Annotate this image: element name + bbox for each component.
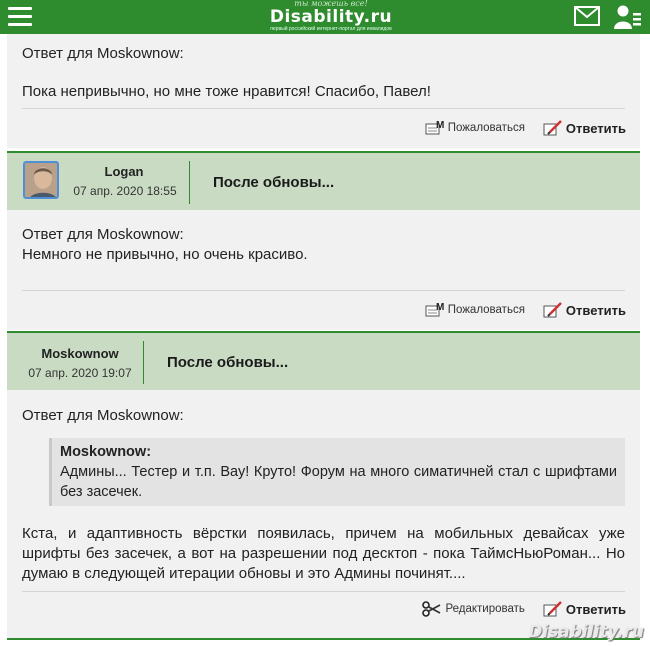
- reply-pen-icon: [543, 120, 563, 136]
- divider: [22, 108, 625, 109]
- reply-button[interactable]: [543, 601, 626, 617]
- reply-button[interactable]: [543, 302, 626, 318]
- mail-icon[interactable]: [574, 6, 600, 26]
- post-header: [7, 153, 640, 210]
- svg-text:M: M: [435, 120, 445, 131]
- post-date: 07 апр. 2020 19:07: [28, 366, 132, 380]
- report-icon: [425, 120, 445, 136]
- report-button[interactable]: [425, 302, 525, 318]
- quote-text: Админы... Тестер и т.п. Вау! Круто! Форум на много симатичней стал с шрифтами без засечек.: [60, 464, 617, 500]
- header-separator: [189, 161, 190, 204]
- reply-pen-icon: [543, 302, 563, 318]
- post-date: 07 апр. 2020 18:55: [73, 184, 177, 198]
- reply-label: Ответить: [565, 120, 626, 136]
- post-actions: [422, 601, 626, 617]
- forum-post: [7, 210, 640, 330]
- avatar-image: [25, 163, 59, 199]
- logo-site-name: Disability.ru: [269, 7, 393, 27]
- author-name[interactable]: Moskownow: [41, 346, 119, 361]
- post-text: Немного не привычно, но очень красиво.: [22, 246, 308, 263]
- quote-block: [49, 438, 625, 506]
- reply-to-label: Ответ для Moskownow:: [22, 407, 184, 424]
- quote-author: Moskownow:: [60, 444, 152, 460]
- post-actions: [425, 302, 626, 318]
- author-name[interactable]: Logan: [104, 164, 144, 179]
- avatar[interactable]: [23, 161, 59, 199]
- user-profile-icon[interactable]: [614, 4, 642, 30]
- report-icon: [425, 302, 445, 318]
- header-separator: [143, 341, 144, 384]
- reply-label: Ответить: [565, 302, 626, 318]
- top-bar: [0, 0, 650, 34]
- logo-tagline: первый российский интернет-портал для инвалидов: [270, 26, 392, 32]
- edit-label: Редактировать: [445, 603, 525, 615]
- logo-slogan: ты можешь все!: [294, 0, 368, 8]
- divider: [22, 591, 625, 592]
- post-text: Пока непривычно, но мне тоже нравится! Спасибо, Павел!: [22, 83, 431, 100]
- post-title: После обновы...: [213, 174, 335, 191]
- svg-text:M: M: [435, 302, 445, 313]
- reply-button[interactable]: [543, 120, 626, 136]
- edit-scissors-icon: [422, 601, 442, 617]
- reply-to-label: Ответ для Moskownow:: [22, 45, 184, 62]
- post-title: После обновы...: [167, 354, 289, 371]
- hamburger-menu-icon[interactable]: [8, 7, 32, 27]
- reply-to-label: Ответ для Moskownow:: [22, 226, 184, 243]
- site-logo[interactable]: [246, 0, 416, 32]
- post-text: Кста, и адаптивность вёрстки появилась, причем на мобильных девайсах уже шрифты без засечек, а вот на разрешении под десктоп - пока ТаймсНьюРоман... Но думаю в следующей итерации обновы и это Админы починят....: [22, 525, 625, 582]
- reply-label: Ответить: [565, 601, 626, 617]
- divider: [22, 290, 625, 291]
- report-button[interactable]: [425, 120, 525, 136]
- report-label: Пожаловаться: [447, 122, 525, 134]
- post-header: [7, 333, 640, 390]
- edit-button[interactable]: [422, 601, 524, 617]
- report-label: Пожаловаться: [447, 304, 525, 316]
- forum-post: [7, 34, 640, 148]
- post-actions: [425, 120, 626, 136]
- reply-pen-icon: [543, 601, 563, 617]
- forum-post: [7, 390, 640, 638]
- watermark: Disability.ru: [528, 622, 644, 642]
